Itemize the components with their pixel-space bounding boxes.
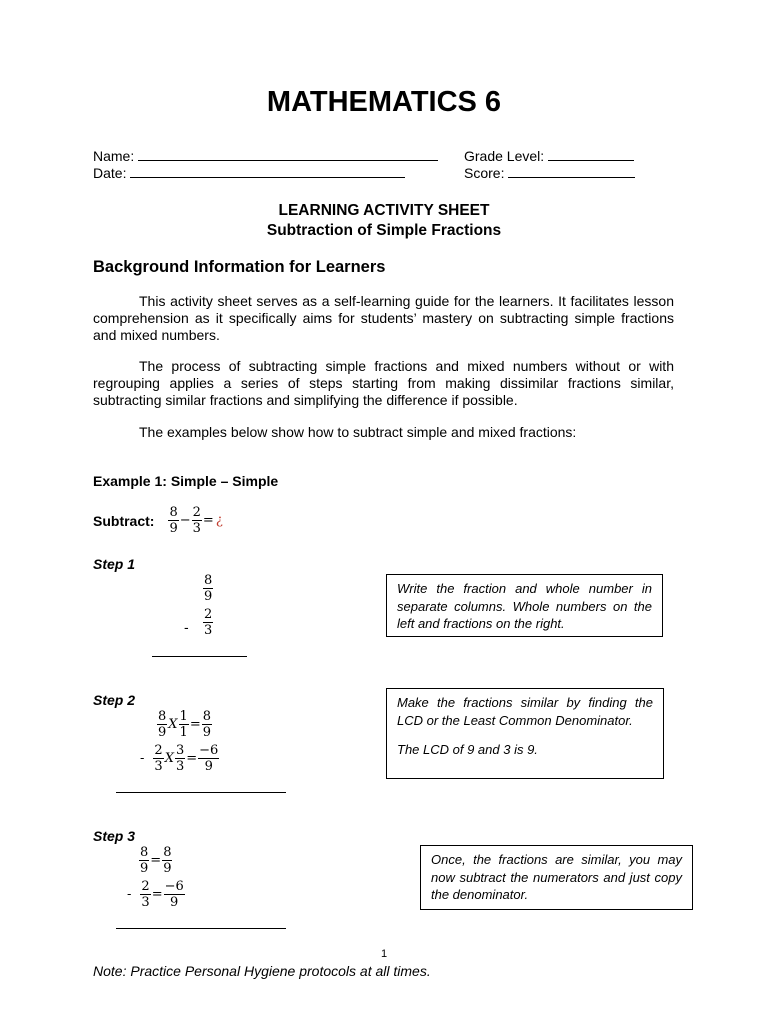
name-blank[interactable] bbox=[138, 148, 438, 161]
step-2-row-2 bbox=[139, 743, 219, 774]
equals-sign: = bbox=[202, 513, 214, 528]
background-paragraph-2 bbox=[93, 358, 674, 409]
step-3-row-1 bbox=[139, 845, 172, 876]
numerator: 8 bbox=[202, 709, 212, 724]
step-3-label: Step 3 bbox=[93, 828, 136, 844]
equals-sign: = bbox=[186, 751, 198, 766]
step-2-label: Step 2 bbox=[93, 692, 136, 708]
step-1-top-fraction bbox=[203, 573, 213, 604]
paragraph-text: The examples below show how to subtract simple and mixed fractions: bbox=[139, 424, 577, 440]
step-1-note-box bbox=[386, 574, 663, 637]
subtract-expression bbox=[93, 505, 224, 536]
step-2-note-1: Make the fractions similar by finding the LCD or the Least Common Denominator. bbox=[397, 695, 653, 728]
step-1-bottom-fraction bbox=[203, 607, 213, 638]
fraction bbox=[168, 505, 178, 536]
multiply-sign: X bbox=[164, 751, 174, 766]
step-1-answer-line bbox=[152, 656, 247, 657]
step-3-answer-line bbox=[116, 928, 286, 929]
numerator: 2 bbox=[192, 505, 201, 520]
denominator: 3 bbox=[154, 759, 163, 774]
date-field bbox=[93, 165, 405, 181]
background-paragraph-3 bbox=[93, 424, 674, 441]
fraction bbox=[153, 743, 163, 774]
fraction bbox=[179, 709, 189, 740]
step-3-note: Once, the fractions are similar, you may now subtract the numerators and just copy the denominator. bbox=[431, 852, 682, 902]
minus-sign: - bbox=[140, 751, 145, 766]
step-1-note: Write the fraction and whole number in separate columns. Whole numbers on the left and fractions on the right. bbox=[397, 581, 652, 631]
fraction bbox=[139, 845, 149, 876]
denominator: 3 bbox=[204, 623, 213, 638]
minus-sign: − bbox=[179, 513, 191, 528]
step-2-note-box bbox=[386, 688, 664, 779]
paragraph-text: This activity sheet serves as a self-learning guide for the learners. It facilitates lesson comprehension as it specifically aims for students’ mastery on subtracting simple fractions and mixed numbers. bbox=[93, 293, 674, 343]
minus-sign: - bbox=[127, 887, 132, 902]
multiply-sign: X bbox=[168, 717, 178, 732]
numerator: 2 bbox=[154, 743, 163, 758]
grade-level-blank[interactable] bbox=[548, 148, 634, 161]
paragraph-text: The process of subtracting simple fractions and mixed numbers without or with regrouping applies a series of steps starting from making dissimilar fractions similar, subtracting similar fractions and simplifying the difference if possible. bbox=[93, 358, 674, 408]
fraction bbox=[162, 845, 172, 876]
step-2-note-2: The LCD of 9 and 3 is 9. bbox=[397, 742, 538, 757]
fraction bbox=[140, 879, 150, 910]
denominator: 9 bbox=[170, 895, 179, 910]
score-blank[interactable] bbox=[508, 165, 635, 178]
equals-sign: = bbox=[189, 717, 201, 732]
step-1-minus: - bbox=[184, 619, 189, 635]
date-blank[interactable] bbox=[130, 165, 405, 178]
numerator: 2 bbox=[204, 607, 213, 622]
background-paragraph-1 bbox=[93, 293, 674, 344]
fraction bbox=[157, 709, 167, 740]
denominator: 9 bbox=[204, 589, 213, 604]
page-title: MATHEMATICS 6 bbox=[266, 86, 502, 118]
denominator: 3 bbox=[175, 759, 185, 774]
denominator: 9 bbox=[158, 725, 167, 740]
fraction bbox=[192, 505, 202, 536]
name-label: Name: bbox=[93, 148, 135, 164]
sheet-subtitle: Subtraction of Simple Fractions bbox=[266, 222, 502, 239]
denominator: 9 bbox=[202, 725, 212, 740]
denominator: 9 bbox=[169, 521, 178, 536]
step-1-label: Step 1 bbox=[93, 556, 136, 572]
step-2-row-1 bbox=[157, 709, 212, 740]
denominator: 3 bbox=[192, 521, 201, 536]
denominator: 9 bbox=[163, 861, 172, 876]
subtract-label: Subtract: bbox=[93, 512, 155, 529]
background-heading: Background Information for Learners bbox=[93, 258, 386, 276]
numerator: 8 bbox=[204, 573, 213, 588]
numerator: 8 bbox=[163, 845, 172, 860]
denominator: 3 bbox=[141, 895, 150, 910]
step-2-answer-line bbox=[116, 792, 286, 793]
numerator: 3 bbox=[175, 743, 185, 758]
numerator: 1 bbox=[179, 709, 188, 724]
step-3-note-box bbox=[420, 845, 693, 910]
unknown-mark: ¿ bbox=[215, 513, 223, 528]
numerator: 8 bbox=[140, 845, 149, 860]
page-number: 1 bbox=[380, 948, 388, 960]
example-1-heading: Example 1: Simple – Simple bbox=[93, 473, 279, 489]
footer-note: Note: Practice Personal Hygiene protocols at all times. bbox=[93, 963, 431, 979]
name-field bbox=[93, 148, 438, 164]
score-field bbox=[464, 165, 635, 181]
numerator: −6 bbox=[199, 743, 219, 758]
equals-sign: = bbox=[151, 887, 163, 902]
fraction bbox=[164, 879, 185, 910]
grade-level-label: Grade Level: bbox=[464, 148, 545, 164]
sheet-title: LEARNING ACTIVITY SHEET bbox=[278, 202, 490, 219]
equals-sign: = bbox=[150, 853, 162, 868]
date-label: Date: bbox=[93, 165, 127, 181]
denominator: 9 bbox=[204, 759, 213, 774]
fraction bbox=[198, 743, 219, 774]
numerator: 8 bbox=[158, 709, 167, 724]
numerator: 2 bbox=[141, 879, 150, 894]
fraction bbox=[203, 573, 213, 604]
numerator: −6 bbox=[164, 879, 184, 894]
denominator: 1 bbox=[179, 725, 188, 740]
fraction bbox=[203, 607, 213, 638]
score-label: Score: bbox=[464, 165, 505, 181]
fraction bbox=[202, 709, 212, 740]
step-3-row-2 bbox=[126, 879, 185, 910]
expression-math bbox=[168, 505, 223, 536]
denominator: 9 bbox=[140, 861, 149, 876]
fraction bbox=[175, 743, 185, 774]
numerator: 8 bbox=[169, 505, 178, 520]
grade-level-field bbox=[464, 148, 634, 164]
